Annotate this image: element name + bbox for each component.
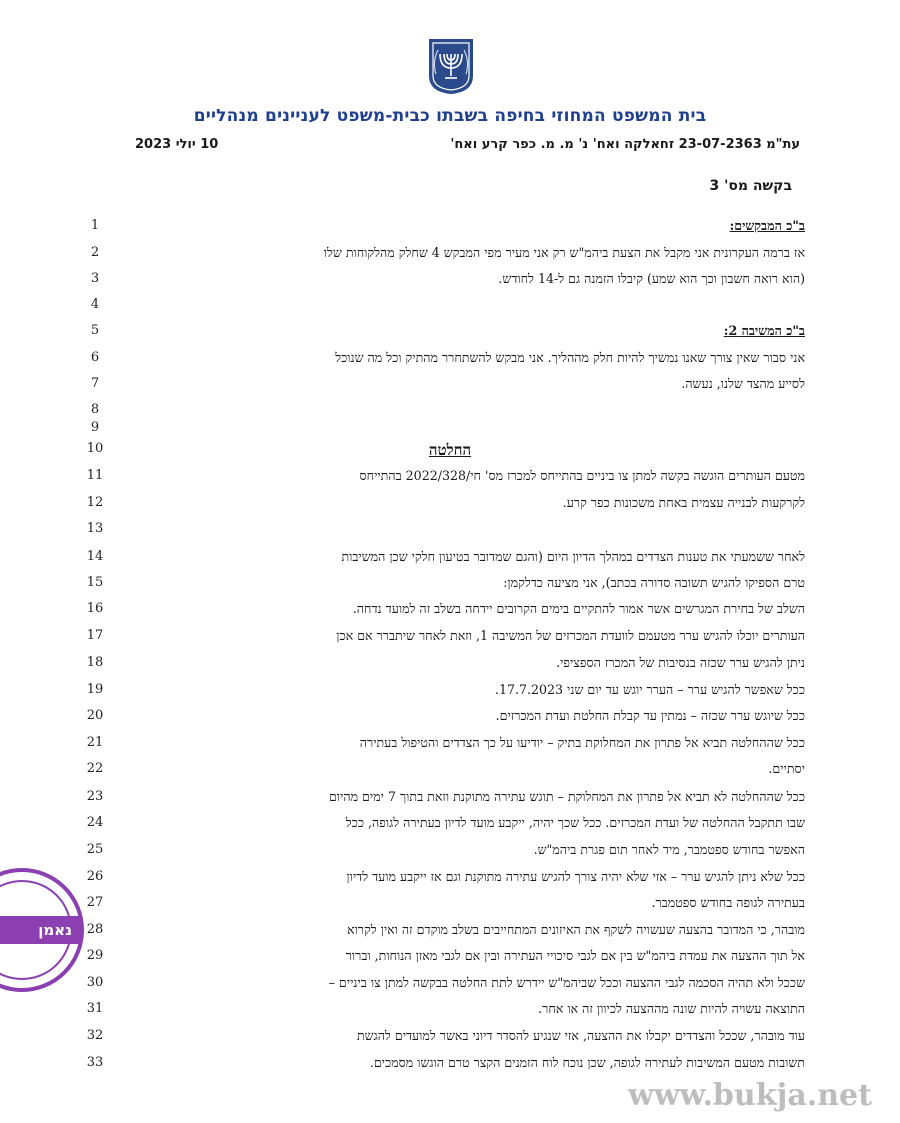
- document-line: [0, 948, 900, 972]
- document-line: [0, 441, 900, 465]
- line-number: 13: [86, 521, 104, 536]
- line-text: עוד מובהר, שככל והצדדים יקבלו את ההצעה, אזי שנגיע להסדר דיוני באשר למועדים להגשת: [356, 1028, 805, 1043]
- speaker-label: ב"כ המשיבה 2:: [723, 323, 805, 338]
- line-text: לסייע מהצד שלנו, נעשה.: [681, 376, 805, 391]
- document-line: [0, 575, 900, 599]
- line-text: ככל שלא ניתן להגיש ערר – אזי שלא יהיה צורך להגיש עתירה מתוקנת וגם אז ייקבע מועד לדיון: [346, 869, 805, 884]
- line-text: לאחר ששמעתי את טענות הצדדים במהלך הדיון היום (והגם שמדובר בטיעון חלקי שכן המשיבות: [341, 549, 805, 564]
- line-number: 2: [90, 245, 100, 260]
- line-text: לקרקעות לבנייה עצמית באחת משכונות כפר קרע.: [562, 495, 805, 510]
- line-text: מובהר, כי המדובר בהצעה שעשויה לשקף את האיזונים המתחייבים בשלב מוקדם זה ואין לקרוא: [347, 922, 805, 937]
- line-text: ככל שיוגש ערר שכזה – נמתין עד קבלת החלטת ועדת המכרזים.: [495, 708, 805, 723]
- document-line: [0, 628, 900, 652]
- line-text: העותרים יוכלו להגיש ערר מטעמם לוועדת המכרזים של המשיבה 1, וזאת לאחר שיתברר אם אכן: [336, 628, 805, 643]
- document-line: [0, 1028, 900, 1052]
- line-number: 15: [86, 575, 104, 590]
- document-line: [0, 468, 900, 492]
- line-text: בעתירה לגופה בחודש ספטמבר.: [651, 895, 805, 910]
- line-number: 26: [86, 869, 104, 884]
- document-line: [0, 297, 900, 321]
- line-number: 5: [90, 323, 100, 338]
- line-number: 17: [86, 628, 104, 643]
- document-line: [0, 708, 900, 732]
- document-line: [0, 789, 900, 813]
- line-number: 18: [86, 655, 104, 670]
- document-line: [0, 245, 900, 269]
- line-number: 11: [86, 468, 104, 483]
- document-line: [0, 655, 900, 679]
- line-text: השלב של בחירת המגרשים אשר אמור להתקיים בימים הקרובים יידחה בשלב זה למועד נדחה.: [352, 601, 805, 616]
- line-number: 20: [86, 708, 104, 723]
- line-number: 9: [90, 420, 100, 435]
- line-number: 3: [90, 271, 100, 286]
- document-line: [0, 842, 900, 866]
- line-text: ככל שאפשר להגיש ערר – הערר יוגש עד יום שני 17.7.2023.: [494, 682, 805, 697]
- line-text: האפשר בחודש ספטמבר, מיד לאחר תום פגרת ביהמ"ש.: [533, 842, 805, 857]
- line-text: התוצאה עשויה להיות שונה מההצעה לכיוון זה או אחר.: [538, 1001, 805, 1016]
- line-number: 28: [86, 922, 104, 937]
- line-number: 23: [86, 789, 104, 804]
- document-line: [0, 376, 900, 400]
- document-line: [0, 521, 900, 545]
- line-number: 27: [86, 895, 104, 910]
- line-number: 32: [86, 1028, 104, 1043]
- line-text: ככל שההחלטה לא תביא אל פתרון את המחלוקת – תוגש עתירה מתוקנת וזאת בתוך 7 ימים מהיום: [328, 789, 805, 804]
- line-text: מטעם העותרים הוגשה בקשה למתן צו ביניים בהתייחס למכרז מס' חי/2022/328 בהתייחס: [359, 468, 805, 483]
- line-number: 19: [86, 682, 104, 697]
- line-number: 33: [86, 1055, 104, 1070]
- watermark: www.bukja.net: [628, 1078, 872, 1113]
- line-text: אל תוך ההצעה את עמדת ביהמ"ש בין אם לגבי סיכויי העתירה ובין אם לגבי מאזן הנוחות, וברור: [345, 948, 805, 963]
- line-text: (הוא רואה חשבון וכך הוא שמע) קיבלו הזמנה גם ל-14 לחודש.: [498, 271, 805, 286]
- line-number: 4: [90, 297, 100, 312]
- line-number: 10: [86, 441, 104, 456]
- line-number: 7: [90, 376, 100, 391]
- line-text: ככל שההחלטה תביא אל פתרון את המחלוקת בתיק – יודיעו על כך הצדדים והטיפול בעתירה: [359, 735, 805, 750]
- document-line: [0, 895, 900, 919]
- line-number: 14: [86, 549, 104, 564]
- line-text: אני סבור שאין צורך שאנו נמשיך להיות חלק מההליך. אני מבקש להשתחרר מהתיק וכל מה שנוכל: [335, 350, 805, 365]
- document-line: [0, 1001, 900, 1025]
- document-line: [0, 735, 900, 759]
- line-text: שבו תתקבל ההחלטה של ועדת המכרזים. ככל שכך יהיה, ייקבע מועד לדיון בעתירה לגופה, ככל: [345, 815, 805, 830]
- line-text: שככל ולא תהיה הסכמה לגבי ההצעה וככל שביהמ"ש יידרש לתת החלטה בבקשה למתן צו ביניים –: [328, 975, 805, 990]
- court-title: בית המשפט המחוזי בחיפה בשבתו כבית-משפט לעניינים מנהליים: [193, 106, 707, 126]
- line-number: 21: [86, 735, 104, 750]
- document-line: [0, 601, 900, 625]
- document-line: [0, 682, 900, 706]
- hearing-date: 10 יולי 2023: [135, 137, 219, 152]
- line-number: 6: [90, 350, 100, 365]
- line-number: 8: [90, 402, 100, 417]
- document-line: [0, 218, 900, 242]
- line-number: 31: [86, 1001, 104, 1016]
- line-number: 29: [86, 948, 104, 963]
- document-line: [0, 495, 900, 519]
- line-text: תשובות מטעם המשיבות לעתירה לגופה, שכן נוכח לוח הזמנים הקצר טרם הוגשו מסמכים.: [369, 1055, 805, 1070]
- line-number: 1: [90, 218, 100, 233]
- line-number: 22: [86, 761, 104, 776]
- state-emblem-icon: [426, 36, 476, 96]
- document-line: [0, 922, 900, 946]
- line-number: 24: [86, 815, 104, 830]
- line-text: ניתן להגיש ערר שכזה בנסיבות של המכרז הספציפי.: [556, 655, 805, 670]
- document-line: [0, 815, 900, 839]
- line-number: 12: [86, 495, 104, 510]
- line-number: 30: [86, 975, 104, 990]
- document-line: [0, 271, 900, 295]
- document-line: [0, 761, 900, 785]
- line-text: יסתיים.: [768, 761, 805, 776]
- line-text: אז ברמה העקרונית אני מקבל את הצעת ביהמ"ש רק אני מעיר מפי המבקש 4 שחלק מהלקוחות שלו: [323, 245, 805, 260]
- line-number: 25: [86, 842, 104, 857]
- case-number: עת"מ 23-07-2363 זחאלקה ואח' נ' מ. מ. כפר קרע ואח': [450, 137, 800, 152]
- line-number: 16: [86, 601, 104, 616]
- decision-heading: החלטה: [428, 441, 472, 459]
- document-line: [0, 549, 900, 573]
- document-line: [0, 350, 900, 374]
- line-text: טרם הספיקו להגיש תשובה סדורה בכתב), אני מציעה כדלקמן:: [503, 575, 805, 590]
- document-line: [0, 975, 900, 999]
- document-line: [0, 869, 900, 893]
- request-number: בקשה מס' 3: [709, 178, 792, 194]
- document-line: [0, 323, 900, 347]
- stamp-text: נאמן: [0, 916, 80, 944]
- speaker-label: ב"כ המבקשים:: [729, 218, 805, 233]
- document-line: [0, 1055, 900, 1079]
